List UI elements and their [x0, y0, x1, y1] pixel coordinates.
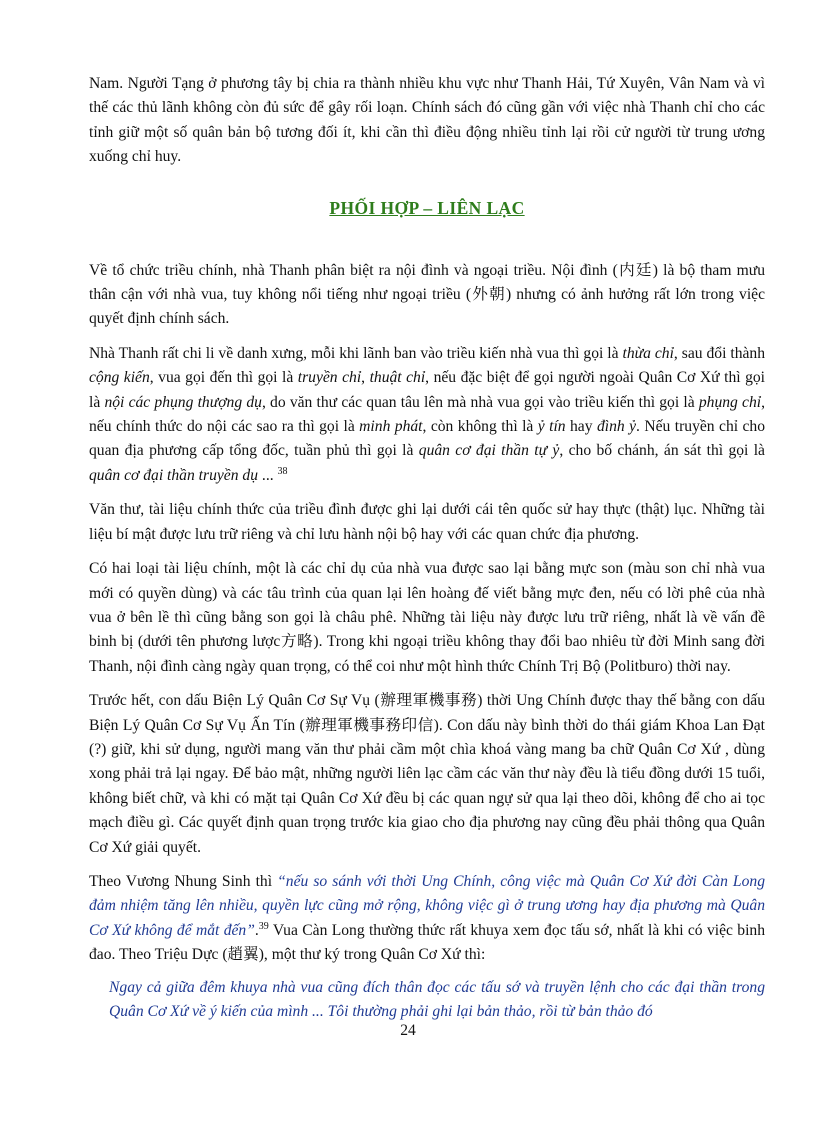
paragraph-1: Về tổ chức triều chính, nhà Thanh phân biệt ra nội đình và ngoại triều. Nội đình (内廷) là bộ tham mưu thân cận với nhà vua, tuy không nổi tiếng như ngoại triều (外朝) nhưng có ảnh hưởng rất lớn trong việc quyết định chính sách. — [89, 261, 765, 328]
inline-quote: “nếu so sánh với thời Ung Chính, công việc mà Quân Cơ Xứ đời Càn Long đảm nhiệm tăng lên nhiều, quyền lực cũng mở rộng, không việc gì ở trung ương hay địa phương mà Quân Cơ Xứ không để mắt đến” — [89, 872, 765, 939]
block-quote: Ngay cả giữa đêm khuya nhà vua cũng đích thân đọc các tấu sớ và truyền lệnh cho các đại thần trong Quân Cơ Xứ về ý kiến của mình ... Tôi thường phải ghi lại bản thảo, rồi từ bản thảo đó — [109, 978, 765, 1020]
paragraph-2: Nhà Thanh rất chi li về danh xưng, mỗi khi lãnh ban vào triều kiến nhà vua thì gọi là thừa chỉ, sau đổi thành cộng kiến, vua gọi đến thì gọi là truyền chỉ, thuật chỉ, nếu đặc biệt để gọi người ngoài Quân Cơ Xứ thì gọi là nội các phụng thượng dụ, do văn thư các quan tâu lên mà nhà vua gọi vào triều kiến thì gọi là phụng chỉ, nếu chính thức do nội các sao ra thì gọi là minh phát, còn không thì là ỷ tín hay đình ỷ. Nếu truyền chỉ cho quan địa phương cấp tổng đốc, tuần phủ thì gọi là quân cơ đại thần tự ỷ, cho bố chánh, án sát thì gọi là quân cơ đại thần truyền dụ ... $^{38}$ — [89, 344, 766, 484]
section-heading-text: PHỐI HỢP – LIÊN LẠC — [329, 197, 525, 218]
paragraph-3: Văn thư, tài liệu chính thức của triều đình được ghi lại dưới cái tên quốc sử hay thực (thật) lục. Những tài liệu bí mật được lưu trữ riêng và chỉ lưu hành nội bộ hay với các quan chức địa phương. — [89, 501, 765, 543]
top-paragraph: Nam. Người Tạng ở phương tây bị chia ra thành nhiều khu vực như Thanh Hải, Tứ Xuyên, Vân Nam và vì thế các thủ lãnh không còn đủ sức để gây rối loạn. Chính sách đó cũng gần với việc nhà Thanh chỉ cho các tỉnh giữ một số quân bản bộ tương đối ít, khi cần thì điều động nhiều tỉnh lại rồi cử người từ trung ương xuống chỉ huy. — [89, 75, 765, 166]
page-content — [89, 72, 765, 1024]
footnote-ref-39: 39 — [258, 920, 269, 932]
paragraph-6: Theo Vương Nhung Sinh thì “nếu so sánh với thời Ung Chính, công việc mà Quân Cơ Xứ đời Càn Long đảm nhiệm tăng lên nhiều, quyền lực cũng mở rộng, không việc gì ở trung ương hay địa phương mà Quân Cơ Xứ không để mắt đến”.$^{39}$ Vua Càn Long thường thức rất khuya xem đọc tấu sớ, nhất là khi có việc binh đao. Theo Triệu Dực (趙翼), một thư ký trong Quân Cơ Xứ thì: — [89, 872, 765, 964]
paragraph-5: Trước hết, con dấu Biện Lý Quân Cơ Sự Vụ (辦理軍機事務) thời Ung Chính được thay thế bằng con dấu Biện Lý Quân Cơ Sự Vụ Ấn Tín (辦理軍機事務印信). Con dấu này bình thời do thái giám Khoa Lan Đạt (?) giữ, khi sử dụng, người mang văn thư phải cầm một chìa khoá vàng mang ba chữ Quân Cơ Xứ , dùng xong phải trả lại ngay. Để bảo mật, những người liên lạc cầm các văn thư này đều là tiểu đồng dưới 15 tuổi, không biết chữ, và khi có mặt tại Quân Cơ Xứ đều bị các quan ngự sử qua lại theo dõi, không để cho ai tọc mạch điều gì. Các quyết định quan trọng trước kia giao cho địa phương nay cũng đều phải thông qua Quân Cơ Xứ giải quyết. — [89, 692, 765, 856]
page-number: 24 — [400, 1022, 416, 1039]
footnote-ref-38: 38 — [277, 465, 288, 477]
paragraph-4: Có hai loại tài liệu chính, một là các chỉ dụ của nhà vua được sao lại bằng mực son (màu son chỉ nhà vua mới có quyền dùng) và các tâu trình của quan lại lên hoàng đế viết bằng mực đen, nếu có lời phê của nhà vua ở bên lề thì cũng bằng son gọi là châu phê. Những tài liệu này được lưu trữ riêng, nhất là về vấn đề binh bị (dưới tên phương lược方略). Trong khi ngoại triều không thay đổi bao nhiêu từ đời Minh sang đời Thanh, nội đình càng ngày quan trọng, có thể coi như một hình thức Chính Trị Bộ (Politburo) thời nay. — [89, 560, 765, 675]
section-heading — [89, 198, 765, 219]
